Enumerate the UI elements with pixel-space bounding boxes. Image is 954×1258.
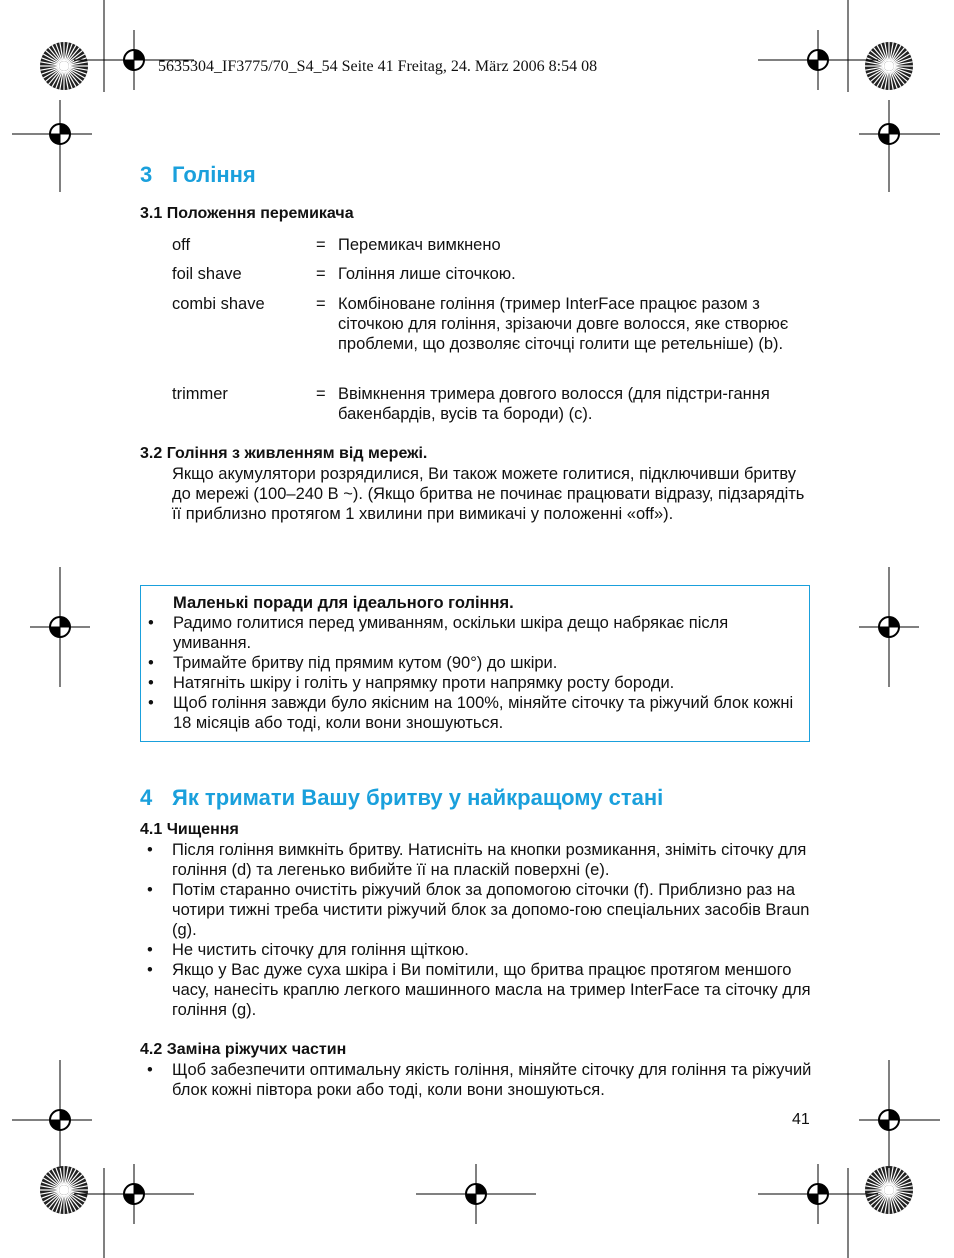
cleaning-list (140, 840, 812, 1020)
list-item (141, 673, 806, 693)
section-number: 4 (140, 785, 153, 810)
section-title: Гоління (172, 162, 256, 187)
instruction-text: Після гоління вимкніть бритву. Натисніть на кнопки розмикання, зніміть сіточку для гоління (d) та легенько вибийте її на пласкій поверхні (e). (172, 841, 807, 879)
bullet: • (147, 1061, 153, 1079)
bullet: • (148, 694, 154, 712)
section-number: 3 (140, 162, 153, 187)
equals-sign: = (316, 265, 326, 283)
bullet: • (148, 614, 154, 632)
tip-text: Натягніть шкіру і голіть у напрямку проти напрямку росту бороди. (173, 674, 675, 692)
instruction-text: Не чистить сіточку для гоління щіткою. (172, 941, 469, 959)
subsection-title: 3.1 Положення перемикача (140, 205, 354, 222)
switch-definition: Перемикач вимкнено (338, 236, 501, 254)
section-heading (140, 162, 256, 188)
equals-sign: = (316, 385, 326, 403)
switch-definition: Гоління лише сіточкою. (338, 265, 516, 283)
subsection-title: 4.2 Заміна ріжучих частин (140, 1041, 347, 1058)
switch-term: foil shave (172, 265, 242, 283)
tip-text: Радимо голитися перед умиванням, оскільки шкіра дещо набрякає після умивання. (173, 614, 729, 652)
instruction-text: Потім старанно очистіть ріжучий блок за допомогою сіточки (f). Приблизно раз на чотири тижні треба чистити ріжучий блок за допомо-гою спеціальних засобів Braun (g). (172, 881, 810, 939)
section-heading (140, 785, 663, 811)
list-item (140, 940, 812, 960)
equals-sign: = (316, 236, 326, 254)
tip-text: Тримайте бритву під прямим кутом (90°) до шкіри. (173, 654, 558, 672)
subsection-title: 4.1 Чищення (140, 821, 239, 838)
print-header: 5635304_IF3775/70_S4_54 Seite 41 Freitag, 24. März 2006 8:54 08 (158, 58, 598, 75)
list-item (141, 653, 806, 673)
page-number: 41 (792, 1111, 810, 1128)
tips-box (140, 585, 810, 742)
replacement-list (140, 1060, 812, 1100)
switch-definition: Ввімкнення тримера довгого волосся (для підстри-гання бакенбардів, вусів та бороди) (c). (338, 385, 770, 423)
switch-term: trimmer (172, 385, 228, 403)
instruction-text: Щоб забезпечити оптимальну якість гоління, міняйте сіточку для гоління та ріжучий блок кожні півтора роки або тоді, коли вони зношуються. (172, 1061, 812, 1099)
list-item (140, 1060, 812, 1100)
bullet: • (147, 841, 153, 859)
bullet: • (147, 941, 153, 959)
tips-list (141, 613, 806, 733)
mains-operation-text: Якщо акумулятори розрядилися, Ви також можете голитися, підключивши бритву до мережі (100–240 В ~). (Якщо бритва не починає працювати відразу, підзарядіть її приблизно протягом 1 хвилини при вимикачі у положенні «off»). (172, 465, 805, 523)
list-item (141, 693, 806, 733)
list-item (140, 880, 812, 940)
list-item (140, 960, 812, 1020)
subsection-title: 3.2 Гоління з живленням від мережі. (140, 445, 428, 462)
bullet: • (148, 654, 154, 672)
switch-term: off (172, 236, 191, 254)
tips-title: Маленькі поради для ідеального гоління. (173, 594, 514, 612)
list-item (140, 840, 812, 880)
bullet: • (147, 961, 153, 979)
tip-text: Щоб гоління завжди було якісним на 100%, міняйте сіточку та ріжучий блок кожні 18 місяців або тоді, коли вони зношуються. (173, 694, 794, 732)
switch-definition: Комбіноване гоління (тример InterFace працює разом з сіточкою для гоління, зрізаючи довге волосся, яке створює проблеми, що дозволяє сіточці голити ще ретельніше) (b). (338, 295, 789, 353)
list-item (141, 613, 806, 653)
section-title: Як тримати Вашу бритву у найкращому стані (172, 785, 664, 810)
instruction-text: Якщо у Вас дуже суха шкіра і Ви помітили, що бритва працює протягом меншого часу, нанесіть краплю легкого машинного масла на тример InterFace та сіточку для гоління (g). (172, 961, 811, 1019)
switch-term: combi shave (172, 295, 265, 313)
equals-sign: = (316, 295, 326, 313)
bullet: • (147, 881, 153, 899)
bullet: • (148, 674, 154, 692)
